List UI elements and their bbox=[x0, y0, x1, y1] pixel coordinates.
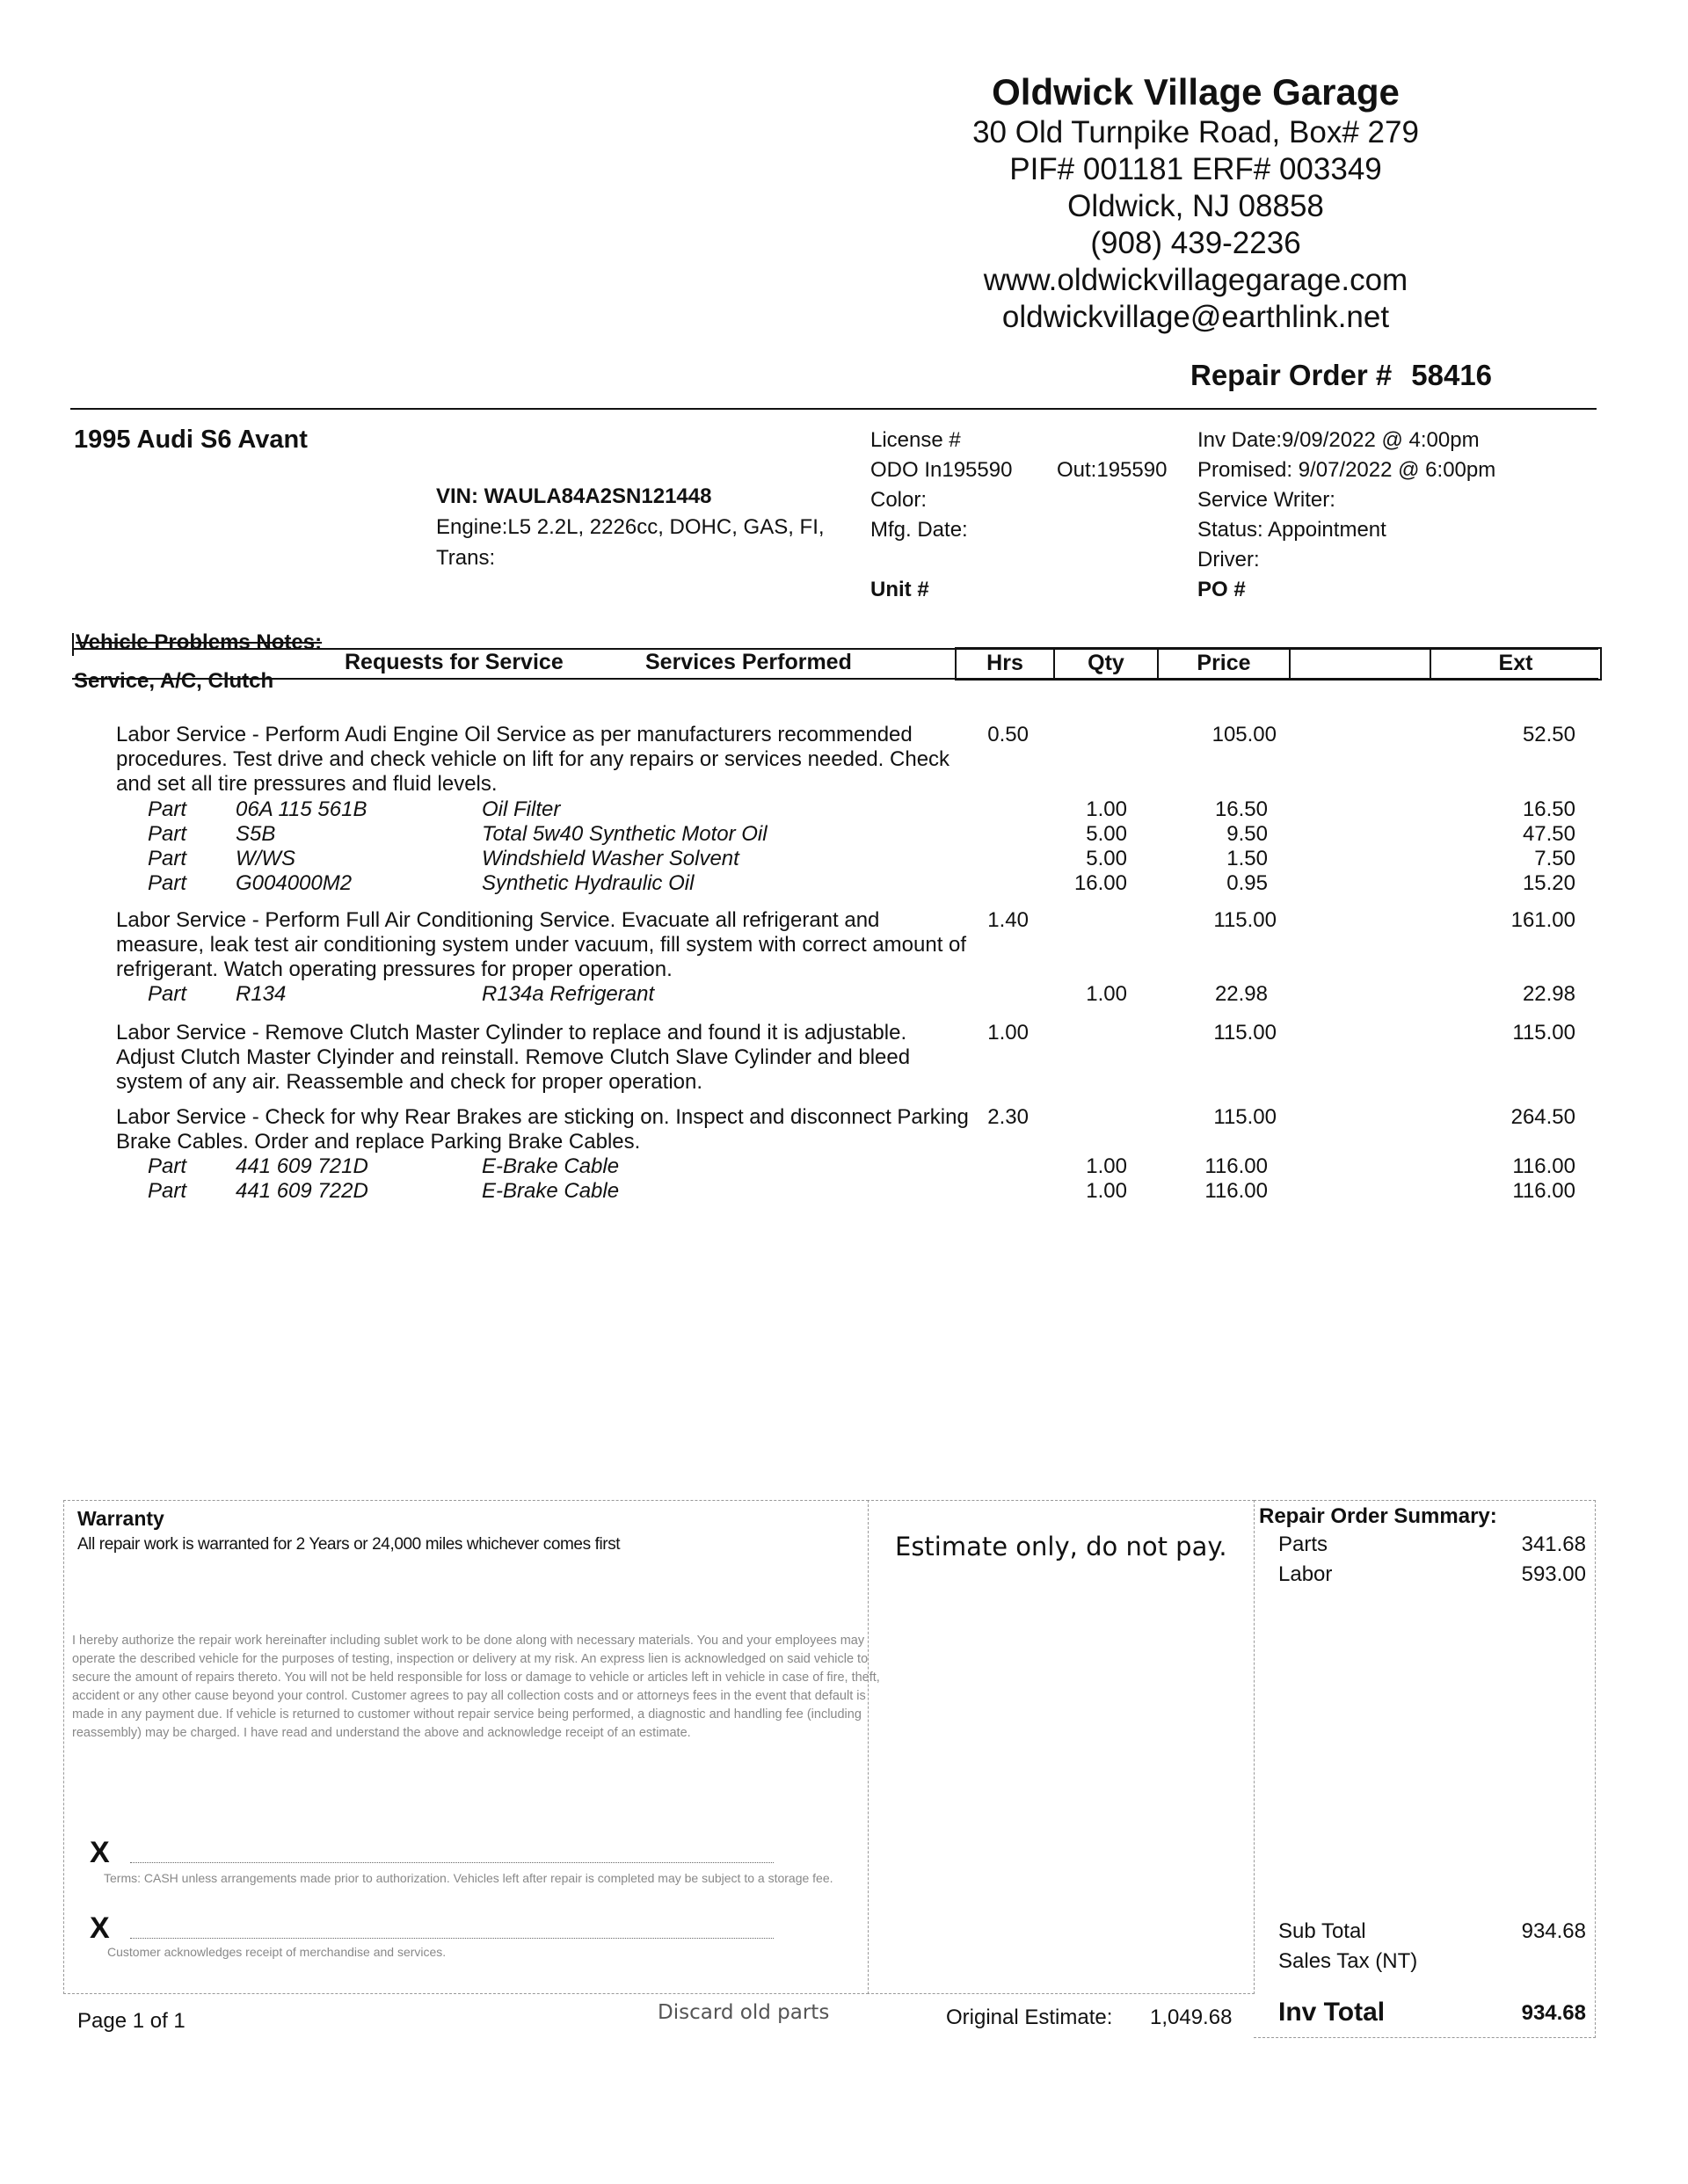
notes-bracket bbox=[72, 633, 74, 656]
job-ext: 264.50 bbox=[1510, 1105, 1575, 1129]
part-qty: 5.00 bbox=[1086, 847, 1127, 870]
driver-field: Driver: bbox=[1197, 548, 1260, 571]
col-requests: Requests for Service bbox=[345, 650, 564, 674]
part-price: 116.00 bbox=[1204, 1154, 1268, 1178]
repair-order-label: Repair Order # bbox=[1190, 359, 1393, 391]
page-number: Page 1 of 1 bbox=[77, 2009, 186, 2033]
part-number: 06A 115 561B bbox=[236, 797, 367, 821]
part-name: E-Brake Cable bbox=[482, 1179, 620, 1203]
shop-city: Oldwick, NJ 08858 bbox=[1067, 189, 1324, 223]
part-name: Oil Filter bbox=[482, 797, 561, 821]
part-number: W/WS bbox=[236, 847, 295, 870]
signature-line[interactable] bbox=[130, 1862, 774, 1863]
vehicle-vin: VIN: WAULA84A2SN121448 bbox=[436, 484, 712, 508]
part-name: Synthetic Hydraulic Oil bbox=[482, 871, 695, 895]
part-label: Part bbox=[148, 1179, 187, 1203]
part-ext: 116.00 bbox=[1512, 1179, 1575, 1203]
customer-ack-text: Customer acknowledges receipt of merchandise and services. bbox=[107, 1945, 447, 1959]
terms-text: Terms: CASH unless arrangements made prior to authorization. Vehicles left after repair is completed may be subject to a storage fee. bbox=[104, 1871, 833, 1885]
job-hrs: 1.00 bbox=[987, 1021, 1029, 1045]
job-ext: 115.00 bbox=[1512, 1021, 1575, 1045]
service-writer: Service Writer: bbox=[1197, 488, 1335, 512]
shop-name: Oldwick Village Garage bbox=[992, 71, 1400, 113]
invoice-date: Inv Date:9/09/2022 @ 4:00pm bbox=[1197, 428, 1480, 452]
original-estimate-value: 1,049.68 bbox=[1150, 2006, 1233, 2029]
summary-parts-label: Parts bbox=[1278, 1532, 1328, 1556]
part-name: E-Brake Cable bbox=[482, 1154, 620, 1178]
warranty-text: All repair work is warranted for 2 Years or 24,000 miles whichever comes first bbox=[77, 1535, 621, 1554]
job-price: 105.00 bbox=[1211, 723, 1277, 746]
warranty-title: Warranty bbox=[77, 1507, 164, 1530]
odometer-in: ODO In195590 bbox=[870, 458, 1013, 482]
signature-x: X bbox=[90, 1836, 110, 1869]
part-label: Part bbox=[148, 822, 187, 846]
part-price: 9.50 bbox=[1226, 822, 1268, 846]
part-number: 441 609 722D bbox=[236, 1179, 368, 1203]
original-estimate-label: Original Estimate: bbox=[946, 2006, 1113, 2029]
invoice-total-value: 934.68 bbox=[1521, 2001, 1586, 2025]
job-hrs: 0.50 bbox=[987, 723, 1029, 746]
header-divider bbox=[70, 408, 1597, 410]
part-ext: 16.50 bbox=[1522, 797, 1575, 821]
part-qty: 1.00 bbox=[1086, 1179, 1127, 1203]
odometer-out: Out:195590 bbox=[1057, 458, 1168, 482]
shop-email[interactable]: oldwickvillage@earthlink.net bbox=[1001, 300, 1390, 334]
job-description: Labor Service - Perform Audi Engine Oil Service as per manufacturers recommended procedures. Test drive and check vehicle on lift for any repairs or services needed. Check and set all tire pressures and fluid levels. bbox=[116, 723, 950, 796]
customer-signature-x: X bbox=[90, 1911, 110, 1945]
po-field: PO # bbox=[1197, 578, 1246, 601]
unit-field: Unit # bbox=[870, 578, 929, 601]
job-description: Labor Service - Remove Clutch Master Cylinder to replace and found it is adjustable. Adjust Clutch Master Clyinder and reinstall. Remove Clutch Slave Cylinder and bleed system of any air. Reassemble and check for proper operation. bbox=[116, 1021, 911, 1094]
job-description: Labor Service - Perform Full Air Conditioning Service. Evacuate all refrigerant and measure, leak test air conditioning system under vacuum, fill system with correct amount of refrigerant. Watch operating pressures for proper operation. bbox=[116, 908, 967, 981]
job-hrs: 1.40 bbox=[987, 908, 1029, 932]
part-price: 0.95 bbox=[1226, 871, 1268, 895]
col-ext: Ext bbox=[1430, 647, 1602, 681]
shop-website[interactable]: www.oldwickvillagegarage.com bbox=[983, 263, 1408, 297]
repair-order-number bbox=[1190, 359, 1492, 392]
part-number: S5B bbox=[236, 822, 276, 846]
job-ext: 52.50 bbox=[1522, 723, 1575, 746]
shop-header bbox=[897, 70, 1495, 336]
part-label: Part bbox=[148, 847, 187, 870]
vehicle-title: 1995 Audi S6 Avant bbox=[74, 426, 308, 454]
summary-labor-label: Labor bbox=[1278, 1562, 1333, 1586]
job-ext: 161.00 bbox=[1510, 908, 1575, 932]
part-price: 116.00 bbox=[1204, 1179, 1268, 1203]
vehicle-notes-label: Vehicle Problems Notes: bbox=[76, 630, 323, 654]
estimate-box bbox=[867, 1500, 1255, 1994]
col-hrs: Hrs bbox=[955, 647, 1055, 681]
part-label: Part bbox=[148, 982, 187, 1006]
part-qty: 1.00 bbox=[1086, 797, 1127, 821]
part-name: R134a Refrigerant bbox=[482, 982, 655, 1006]
status-field: Status: Appointment bbox=[1197, 518, 1386, 542]
job-description: Labor Service - Check for why Rear Brakes are sticking on. Inspect and disconnect Parking Brake Cables. Order and replace Parking Brake Cables. bbox=[116, 1105, 969, 1154]
authorization-text: I hereby authorize the repair work hereinafter including sublet work to be done along with necessary materials. You and your employees may operate the described vehicle for the purposes of testing, inspection or delivery at my risk. An express lien is acknowledged on said vehicle to secure the amount of repairs thereto. You will not be held responsible for loss or damage to vehicle or articles left in vehicle in case of fire, theft, accident or any other cause beyond your control. Customer agrees to pay all collection costs and or attorneys fees in the event that default is made in any payment due. If vehicle is returned to customer without repair service being performed, a diagnostic and handling fee (including reassembly) may be charged. I have read and understand the above and acknowledge receipt of an estimate. bbox=[72, 1634, 880, 1740]
col-performed: Services Performed bbox=[645, 650, 852, 674]
part-name: Total 5w40 Synthetic Motor Oil bbox=[482, 822, 768, 846]
part-label: Part bbox=[148, 871, 187, 895]
shop-phone: (908) 439-2236 bbox=[1090, 226, 1301, 260]
estimate-notice: Estimate only, do not pay. bbox=[895, 1532, 1227, 1562]
subtotal-label: Sub Total bbox=[1278, 1919, 1366, 1943]
col-qty: Qty bbox=[1053, 647, 1159, 681]
col-price: Price bbox=[1157, 647, 1291, 681]
customer-signature-line[interactable] bbox=[130, 1938, 774, 1939]
part-price: 16.50 bbox=[1214, 797, 1268, 821]
summary-labor-value: 593.00 bbox=[1521, 1562, 1586, 1586]
discard-parts-note: Discard old parts bbox=[658, 2001, 830, 2024]
part-ext: 116.00 bbox=[1512, 1154, 1575, 1178]
summary-title: Repair Order Summary: bbox=[1259, 1504, 1497, 1528]
part-number: R134 bbox=[236, 982, 287, 1006]
shop-address: 30 Old Turnpike Road, Box# 279 bbox=[972, 115, 1419, 149]
mfg-date-field: Mfg. Date: bbox=[870, 518, 968, 542]
summary-parts-value: 341.68 bbox=[1521, 1532, 1586, 1556]
promised-date: Promised: 9/07/2022 @ 6:00pm bbox=[1197, 458, 1496, 482]
warranty-box bbox=[63, 1500, 869, 1994]
col-blank bbox=[1289, 647, 1431, 681]
part-label: Part bbox=[148, 797, 187, 821]
part-price: 22.98 bbox=[1214, 982, 1268, 1006]
invoice-total-label: Inv Total bbox=[1278, 1998, 1386, 2027]
vehicle-notes-value: Service, A/C, Clutch bbox=[74, 669, 274, 693]
job-price: 115.00 bbox=[1213, 1021, 1277, 1045]
repair-order-value: 58416 bbox=[1411, 359, 1493, 391]
part-ext: 15.20 bbox=[1522, 871, 1575, 895]
part-ext: 22.98 bbox=[1522, 982, 1575, 1006]
part-number: 441 609 721D bbox=[236, 1154, 368, 1178]
job-price: 115.00 bbox=[1213, 908, 1277, 932]
part-qty: 16.00 bbox=[1073, 871, 1127, 895]
part-ext: 7.50 bbox=[1534, 847, 1575, 870]
sales-tax-label: Sales Tax (NT) bbox=[1278, 1949, 1418, 1973]
part-qty: 5.00 bbox=[1086, 822, 1127, 846]
part-ext: 47.50 bbox=[1522, 822, 1575, 846]
part-name: Windshield Washer Solvent bbox=[482, 847, 739, 870]
part-qty: 1.00 bbox=[1086, 1154, 1127, 1178]
vehicle-engine: Engine:L5 2.2L, 2226cc, DOHC, GAS, FI, bbox=[436, 515, 825, 539]
subtotal-value: 934.68 bbox=[1521, 1919, 1586, 1943]
part-label: Part bbox=[148, 1154, 187, 1178]
part-qty: 1.00 bbox=[1086, 982, 1127, 1006]
color-field: Color: bbox=[870, 488, 928, 512]
job-price: 115.00 bbox=[1213, 1105, 1277, 1129]
part-price: 1.50 bbox=[1226, 847, 1268, 870]
license-field: License # bbox=[870, 428, 961, 452]
part-number: G004000M2 bbox=[236, 871, 353, 895]
shop-registration: PIF# 001181 ERF# 003349 bbox=[1009, 152, 1382, 186]
job-hrs: 2.30 bbox=[987, 1105, 1029, 1129]
vehicle-trans: Trans: bbox=[436, 546, 496, 570]
